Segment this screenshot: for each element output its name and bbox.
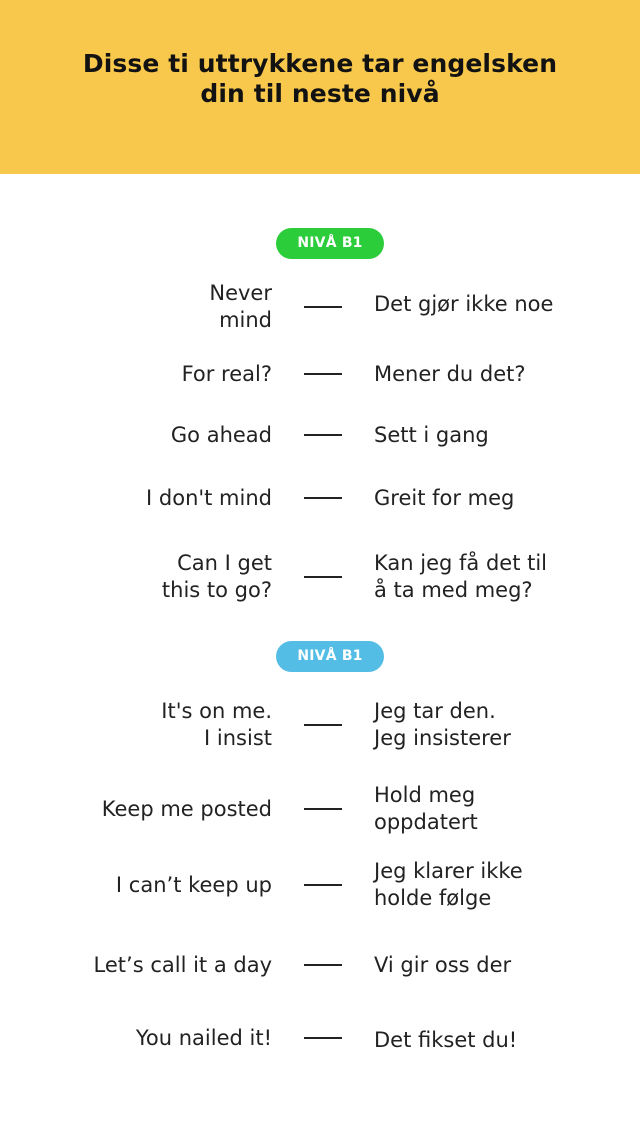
dash-separator: [304, 1037, 342, 1039]
norwegian-translation-line: Hold meg: [374, 783, 476, 807]
phrase-row: [0, 545, 640, 609]
phrase-row: [0, 275, 640, 339]
level-badge-b1-green: NIVÅ B1: [276, 228, 384, 259]
phrase-row: [0, 693, 640, 757]
dash-separator: [304, 808, 342, 810]
english-phrase: [2, 933, 272, 997]
norwegian-translation: [374, 275, 632, 333]
norwegian-translation-line: Greit for meg: [374, 485, 515, 510]
phrase-row: [0, 853, 640, 917]
phrase-row: [0, 466, 640, 530]
english-phrase-line: Go ahead: [170, 422, 272, 447]
dash-separator: [304, 884, 342, 886]
phrase-row: [0, 1006, 640, 1070]
norwegian-translation: [374, 403, 632, 467]
english-phrase-line: For real?: [181, 361, 272, 386]
english-phrase: [2, 1006, 272, 1070]
english-phrase-line: I can’t keep up: [115, 872, 272, 897]
norwegian-translation-line: Sett i gang: [374, 422, 489, 447]
english-phrase: [2, 275, 272, 339]
english-phrase: [2, 342, 272, 406]
norwegian-translation-line: oppdatert: [374, 810, 478, 834]
norwegian-translation: [374, 853, 632, 917]
dash-separator: [304, 576, 342, 578]
page-title-line: Disse ti uttrykkene tar engelsken: [82, 49, 558, 78]
english-phrase-line: Keep me posted: [101, 796, 272, 821]
norwegian-translation-line: Det fikset du!: [374, 1027, 518, 1052]
dash-separator: [304, 724, 342, 726]
norwegian-translation-line: Jeg klarer ikke: [374, 859, 523, 883]
norwegian-translation-line: Det gjør ikke noe: [374, 291, 554, 316]
norwegian-translation: [374, 342, 632, 406]
dash-separator: [304, 373, 342, 375]
english-phrase-line: mind: [219, 308, 272, 332]
norwegian-translation-line: Jeg insisterer: [374, 726, 511, 750]
phrase-row: [0, 777, 640, 841]
english-phrase-line: Never: [209, 281, 272, 305]
english-phrase-line: this to go?: [161, 578, 272, 602]
norwegian-translation-line: Vi gir oss der: [374, 952, 512, 977]
norwegian-translation-line: Kan jeg få det til: [374, 551, 548, 575]
phrase-row: [0, 933, 640, 997]
english-phrase-line: Can I get: [177, 551, 272, 575]
english-phrase: [2, 853, 272, 917]
norwegian-translation-line: Mener du det?: [374, 361, 526, 386]
english-phrase: [2, 403, 272, 467]
norwegian-translation-line: Jeg tar den.: [374, 699, 496, 723]
norwegian-translation: [374, 466, 632, 530]
english-phrase: [2, 693, 272, 757]
english-phrase: [2, 466, 272, 530]
english-phrase: [2, 545, 272, 609]
page-title: [40, 49, 600, 109]
english-phrase-line: Let’s call it a day: [93, 952, 272, 977]
dash-separator: [304, 497, 342, 499]
english-phrase: [2, 777, 272, 841]
dash-separator: [304, 964, 342, 966]
level-badge-b1-blue: NIVÅ B1: [276, 641, 384, 672]
norwegian-translation: [374, 1006, 632, 1070]
dash-separator: [304, 434, 342, 436]
english-phrase-line: I don't mind: [146, 485, 272, 510]
english-phrase-line: I insist: [204, 726, 272, 750]
header-banner: [0, 0, 640, 174]
phrase-row: [0, 403, 640, 467]
norwegian-translation-line: å ta med meg?: [374, 578, 533, 602]
norwegian-translation: [374, 545, 632, 609]
english-phrase-line: You nailed it!: [135, 1025, 272, 1050]
norwegian-translation: [374, 693, 632, 757]
norwegian-translation: [374, 933, 632, 997]
page-title-line: din til neste nivå: [200, 79, 440, 108]
norwegian-translation: [374, 777, 632, 841]
dash-separator: [304, 306, 342, 308]
norwegian-translation-line: holde følge: [374, 886, 492, 910]
english-phrase-line: It's on me.: [161, 699, 272, 723]
phrase-row: [0, 342, 640, 406]
